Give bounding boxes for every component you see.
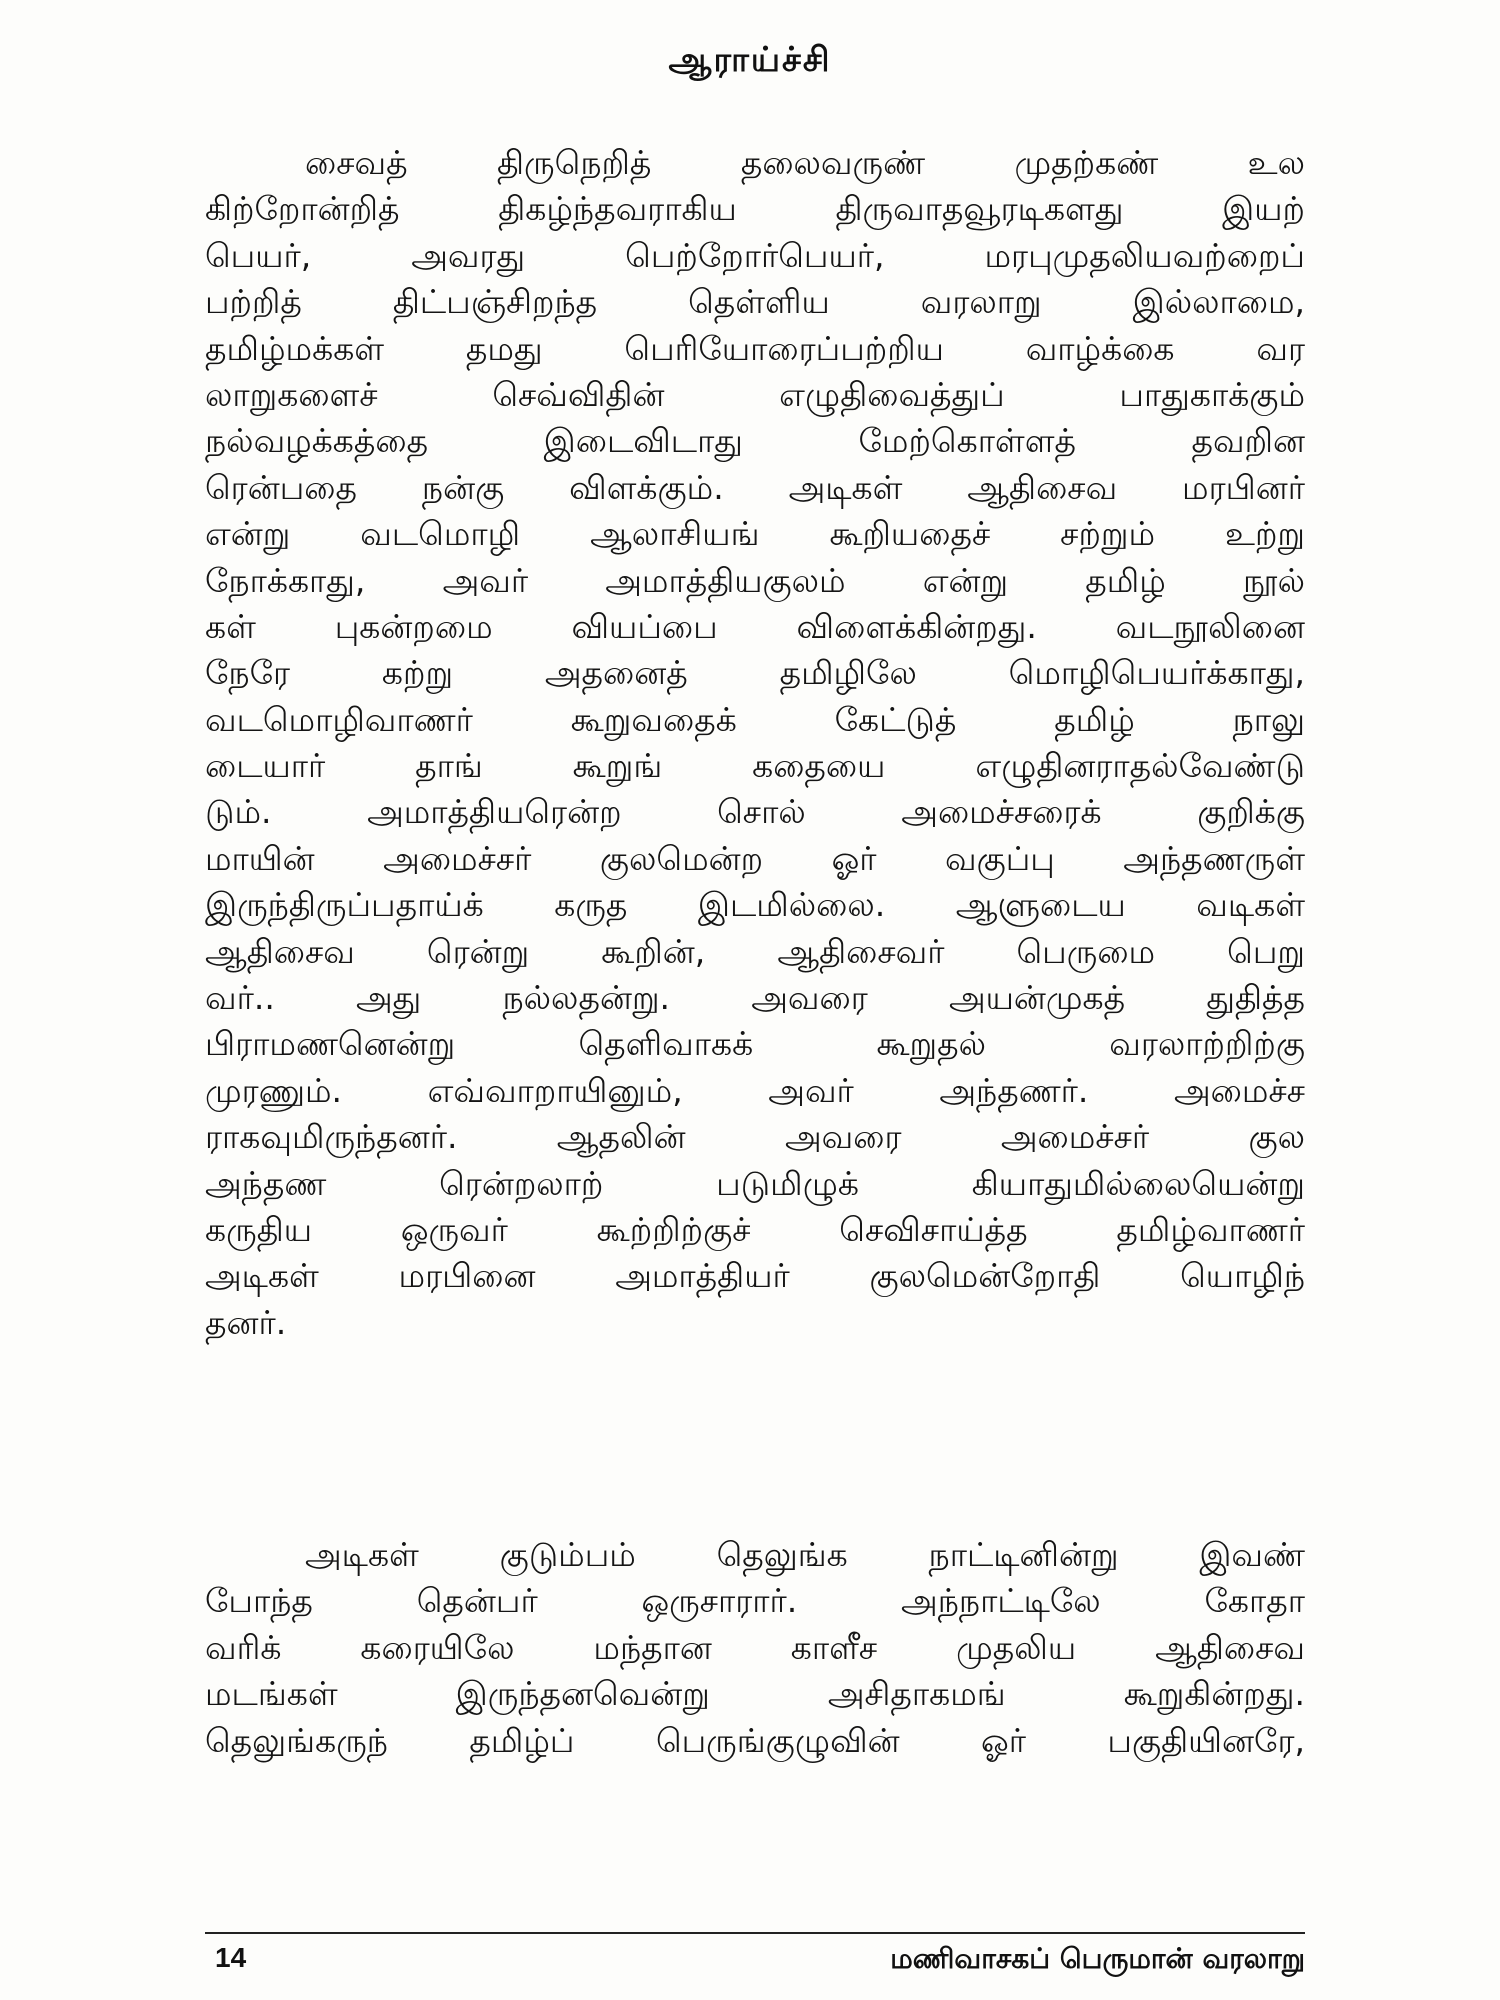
- text-line: ராகவுமிருந்தனர். ஆதலின் அவரை அமைச்சர் குல: [205, 1117, 1305, 1157]
- running-head-title: ஆராய்ச்சி: [668, 40, 832, 80]
- text-line: லாறுகளைச் செவ்விதின் எழுதிவைத்துப் பாதுகாக்கும்: [205, 374, 1305, 414]
- text-line: கள் புகன்றமை வியப்பை விளைக்கின்றது. வடநூலினை: [205, 606, 1305, 646]
- text-line: அடிகள் குடும்பம் தெலுங்க நாட்டினின்று இவண்: [305, 1535, 1305, 1574]
- paragraph-1: [205, 140, 1305, 1346]
- text-line: டும். அமாத்தியரென்ற சொல் அமைச்சரைக் குறிக்கு: [205, 792, 1305, 832]
- text-line: வரிக் கரையிலே மந்தான காளீச முதலிய ஆதிசைவ: [205, 1627, 1305, 1667]
- page-footer: [205, 1942, 1305, 1982]
- text-line: அந்தண ரென்றலாற் படுமிழுக் கியாதுமில்லையென்று: [205, 1163, 1305, 1203]
- text-line: பெயர், அவரது பெற்றோர்பெயர், மரபுமுதலியவற்றைப்: [205, 235, 1305, 275]
- text-line: மடங்கள் இருந்தனவென்று அசிதாகமங் கூறுகின்றது.: [205, 1674, 1305, 1714]
- text-line: இருந்திருப்பதாய்க் கருத இடமில்லை. ஆளுடைய வடிகள்: [205, 885, 1305, 925]
- text-line: நேரே கற்று அதனைத் தமிழிலே மொழிபெயர்க்காது,: [205, 653, 1305, 693]
- text-line: டையார் தாங் கூறுங் கதையை எழுதினராதல்வேண்டு: [205, 746, 1305, 786]
- paragraph-2: [205, 1532, 1305, 1764]
- footer-divider: [205, 1932, 1305, 1934]
- text-line: தனர்.: [205, 1302, 287, 1342]
- text-line: வடமொழிவாணர் கூறுவதைக் கேட்டுத் தமிழ் நாலு: [205, 699, 1305, 739]
- text-line: தெலுங்கருந் தமிழ்ப் பெருங்குழுவின் ஓர் பகுதியினரே,: [205, 1720, 1305, 1760]
- page-number: 14: [215, 1942, 247, 1973]
- book-title: மணிவாசகப் பெருமான் வரலாறு: [890, 1942, 1305, 1975]
- text-line: அடிகள் மரபினை அமாத்தியர் குலமென்றோதி யொழிந்: [205, 1256, 1305, 1296]
- text-line: நோக்காது, அவர் அமாத்தியகுலம் என்று தமிழ் நூல்: [205, 560, 1305, 600]
- text-line: வர்.. அது நல்லதன்று. அவரை அயன்முகத் துதித்த: [205, 978, 1305, 1018]
- text-line: மாயின் அமைச்சர் குலமென்ற ஓர் வகுப்பு அந்தணருள்: [205, 838, 1305, 878]
- text-line: பிராமணனென்று தெளிவாகக் கூறுதல் வரலாற்றிற்கு: [205, 1024, 1305, 1064]
- text-line: போந்த தென்பர் ஒருசாரார். அந்நாட்டிலே கோதா: [205, 1581, 1305, 1621]
- text-line: தமிழ்மக்கள் தமது பெரியோரைப்பற்றிய வாழ்க்கை வர: [205, 328, 1305, 368]
- text-line: நல்வழக்கத்தை இடைவிடாது மேற்கொள்ளத் தவறின: [205, 421, 1305, 461]
- text-line: முரணும். எவ்வாறாயினும், அவர் அந்தணர். அமைச்ச: [205, 1070, 1305, 1110]
- text-line: பற்றித் திட்பஞ்சிறந்த தெள்ளிய வரலாறு இல்லாமை,: [205, 282, 1305, 322]
- text-line: கிற்றோன்றித் திகழ்ந்தவராகிய திருவாதவூரடிகளது இயற்: [205, 189, 1305, 229]
- text-line: ரென்பதை நன்கு விளக்கும். அடிகள் ஆதிசைவ மரபினர்: [205, 467, 1305, 507]
- text-line: என்று வடமொழி ஆலாசியங் கூறியதைச் சற்றும் உற்று: [205, 514, 1305, 554]
- text-line: கருதிய ஒருவர் கூற்றிற்குச் செவிசாய்த்த தமிழ்வாணர்: [205, 1209, 1305, 1249]
- text-line: சைவத் திருநெறித் தலைவருண் முதற்கண் உல: [305, 143, 1305, 182]
- text-line: ஆதிசைவ ரென்று கூறின், ஆதிசைவர் பெருமை பெறு: [205, 931, 1305, 971]
